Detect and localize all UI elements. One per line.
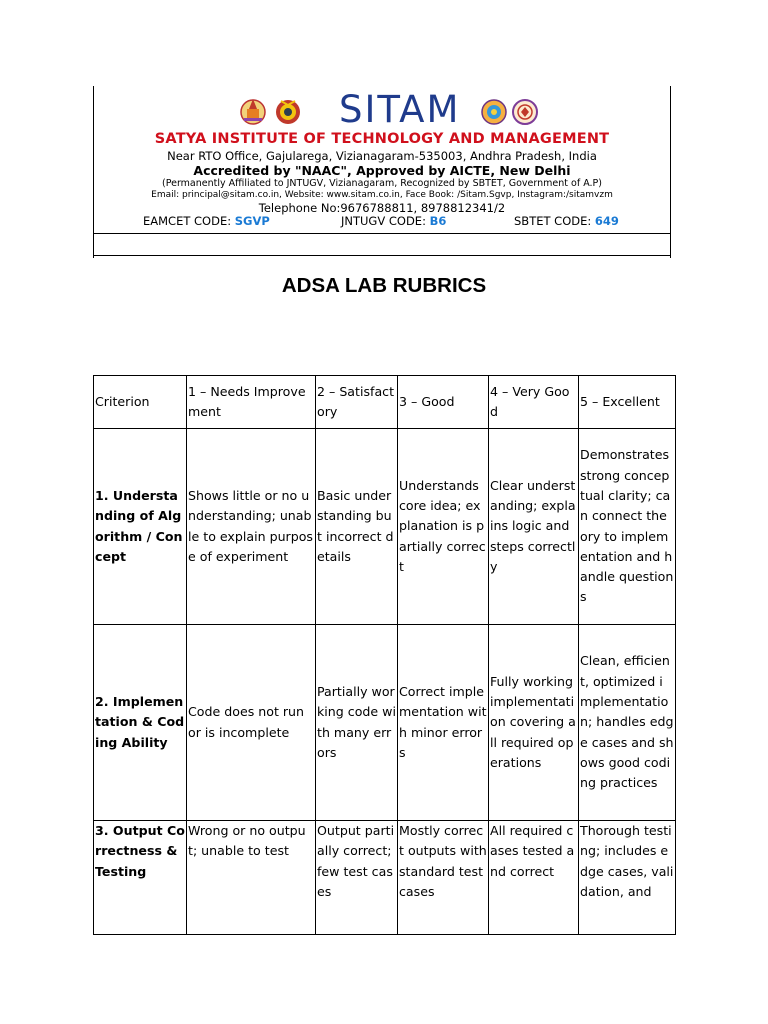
sitam-seal-icon (273, 96, 303, 126)
header-level-5: 5 – Excellent (579, 376, 676, 429)
page-title: ADSA LAB RUBRICS (281, 274, 487, 297)
institute-name: SATYA INSTITUTE OF TECHNOLOGY AND MANAGEMENT (154, 131, 610, 147)
level-cell: Partially working code with many errors (316, 625, 398, 821)
temple-emblem-icon (238, 96, 268, 126)
level-cell: Shows little or no understanding; unable to explain purpose of experiment (187, 429, 316, 625)
rubric-table (93, 375, 676, 935)
level-cell: Basic understanding but incorrect details (316, 429, 398, 625)
criterion-cell: 2. Implementation & Coding Ability (94, 625, 187, 821)
level-cell: Correct implementation with minor errors (398, 625, 489, 821)
table-header-row (94, 376, 676, 429)
letterhead (93, 86, 671, 258)
naac-emblem-icon (480, 96, 508, 126)
criterion-cell: 3. Output Correctness & Testing (94, 821, 187, 935)
criterion-cell: 1. Understanding of Algorithm / Concept (94, 429, 187, 625)
accreditation-line: Accredited by "NAAC", Approved by AICTE, New Delhi (193, 163, 571, 178)
header-criterion: Criterion (94, 376, 187, 429)
level-cell: Clear understanding; explains logic and steps correctly (489, 429, 579, 625)
level-cell: Output partially correct; few test cases (316, 821, 398, 935)
sbtet-code-label: SBTET CODE: (514, 214, 595, 228)
sbtet-code-value: 649 (594, 214, 619, 228)
university-seal-icon (510, 96, 540, 126)
contact-line: Email: principal@sitam.co.in, Website: www.sitam.co.in, Face Book: /Sitam.Sgvp, Instagram:/sitamvzm (151, 190, 613, 200)
level-cell: All required cases tested and correct (489, 821, 579, 935)
affiliation-line: (Permanently Affiliated to JNTUGV, Vizianagaram, Recognized by SBTET, Government of A.P) (162, 178, 602, 189)
header-level-2: 2 – Satisfactory (316, 376, 398, 429)
table-row (94, 429, 676, 625)
jntugv-code-value: B6 (429, 214, 447, 228)
institute-brand: SITAM (339, 88, 461, 131)
level-cell: Clean, efficient, optimized implementation; handles edge cases and shows good coding practices (579, 625, 676, 821)
header-level-3: 3 – Good (398, 376, 489, 429)
table-row (94, 821, 676, 935)
letterhead-divider-bottom (93, 255, 671, 256)
level-cell: Thorough testing; includes edge cases, validation, and (579, 821, 676, 935)
level-cell: Fully working implementation covering all required operations (489, 625, 579, 821)
letterhead-divider (93, 233, 671, 234)
eamcet-code-label: EAMCET CODE: (143, 214, 235, 228)
sbtet-code (514, 214, 619, 228)
level-cell: Wrong or no output; unable to test (187, 821, 316, 935)
eamcet-code (143, 214, 270, 228)
table-row (94, 625, 676, 821)
eamcet-code-value: SGVP (234, 214, 270, 228)
header-level-4: 4 – Very Good (489, 376, 579, 429)
level-cell: Demonstrates strong conceptual clarity; can connect theory to implementation and handle questions (579, 429, 676, 625)
level-cell: Understands core idea; explanation is partially correct (398, 429, 489, 625)
level-cell: Code does not run or is incomplete (187, 625, 316, 821)
jntugv-code (341, 214, 446, 228)
jntugv-code-label: JNTUGV CODE: (341, 214, 430, 228)
header-level-1: 1 – Needs Improvement (187, 376, 316, 429)
telephone-line: Telephone No:9676788811, 8978812341/2 (258, 201, 506, 215)
level-cell: Mostly correct outputs with standard test cases (398, 821, 489, 935)
institute-address: Near RTO Office, Gajularega, Vizianagaram-535003, Andhra Pradesh, India (167, 149, 597, 163)
